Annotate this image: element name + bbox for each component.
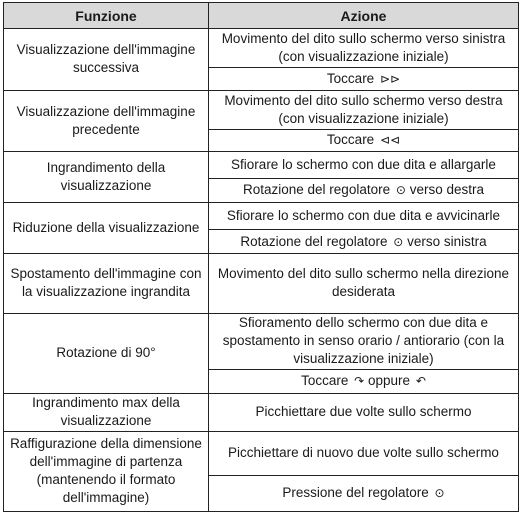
azione-cell <box>209 152 519 179</box>
azione-text: Toccare <box>326 70 375 86</box>
funzione-cell <box>4 90 209 152</box>
azione-text-after: verso destra <box>409 182 484 198</box>
header-funzione: Funzione <box>4 3 209 29</box>
azione-cell <box>209 179 519 203</box>
table-row <box>4 29 519 68</box>
azione-text: Picchiettare due volte sullo schermo <box>255 404 472 420</box>
funzione-text: Ingrandimento max della visualizzazione <box>32 395 180 429</box>
table-row <box>4 393 519 431</box>
funzione-cell <box>4 393 209 431</box>
funzione-text: Spostamento dell'immagine con la visualizzazione ingrandita <box>10 266 202 300</box>
table-row <box>4 152 519 179</box>
azione-cell <box>209 475 519 511</box>
azione-cell <box>209 313 519 370</box>
azione-cell <box>209 68 519 91</box>
funzione-text: Ingrandimento della visualizzazione <box>46 159 166 193</box>
funzione-cell <box>4 152 209 202</box>
funzione-text: Rotazione di 90° <box>56 345 156 361</box>
funzione-cell <box>4 253 209 313</box>
azione-text: Pressione del regolatore <box>282 485 429 501</box>
controller-dial-icon: ⊙ <box>434 486 445 501</box>
azione-text-after: verso sinistra <box>407 233 487 249</box>
azione-cell <box>209 129 519 152</box>
table-row <box>4 90 519 129</box>
azione-cell <box>209 370 519 394</box>
azione-text: Rotazione del regolatore <box>240 233 388 249</box>
azione-cell <box>209 202 519 230</box>
table-row <box>4 431 519 475</box>
funzione-cell <box>4 202 209 253</box>
funzione-text: Visualizzazione dell'immagine precedente <box>16 103 196 137</box>
azione-cell <box>209 29 519 68</box>
table-row <box>4 313 519 370</box>
azione-text: Rotazione del regolatore <box>243 182 391 198</box>
azione-cell <box>209 230 519 254</box>
controller-dial-icon: ⊙ <box>393 234 404 249</box>
funzione-text: Riduzione della visualizzazione <box>12 219 200 235</box>
table-header-row <box>4 3 519 29</box>
azione-text: Sfiorare lo schermo con due dita e allargarle <box>231 157 496 173</box>
azione-cell <box>209 253 519 313</box>
funzione-text: Visualizzazione dell'immagine successiva <box>16 42 196 76</box>
funzione-cell <box>4 29 209 91</box>
funzione-cell <box>4 313 209 393</box>
azione-text: Sfiorare lo schermo con due dita e avvicinarle <box>226 207 501 223</box>
previous-double-triangle-icon: ⊲⊲ <box>379 133 401 148</box>
azione-text: Movimento del dito sullo schermo verso sinistra (con visualizzazione iniziale) <box>221 31 506 65</box>
gesture-function-table <box>3 2 519 512</box>
header-azione: Azione <box>209 3 519 29</box>
azione-cell <box>209 90 519 129</box>
next-double-triangle-icon: ⊳⊳ <box>379 71 401 86</box>
azione-cell <box>209 431 519 475</box>
azione-text: Movimento del dito sullo schermo nella direzione desiderata <box>217 266 510 300</box>
rotate-counterclockwise-icon: ↶ <box>415 374 426 389</box>
table-row <box>4 202 519 230</box>
azione-text: Toccare <box>301 373 349 389</box>
azione-text: Movimento del dito sullo schermo verso destra (con visualizzazione iniziale) <box>224 92 503 126</box>
azione-text: Picchiettare di nuovo due volte sullo schermo <box>228 445 499 461</box>
funzione-text: Raffigurazione della dimensione dell'immagine di partenza (mantenendo il formato dell'immagine) <box>10 436 202 506</box>
controller-dial-icon: ⊙ <box>395 183 406 198</box>
rotate-clockwise-icon: ↷ <box>354 374 365 389</box>
funzione-cell <box>4 431 209 511</box>
azione-text: Toccare <box>326 132 375 148</box>
azione-cell <box>209 393 519 431</box>
table-row <box>4 253 519 313</box>
azione-text: Sfioramento dello schermo con due dita e spostamento in senso orario / antiorario (con la visualizzazione iniziale) <box>222 315 505 367</box>
azione-text-after: oppure <box>368 373 411 389</box>
